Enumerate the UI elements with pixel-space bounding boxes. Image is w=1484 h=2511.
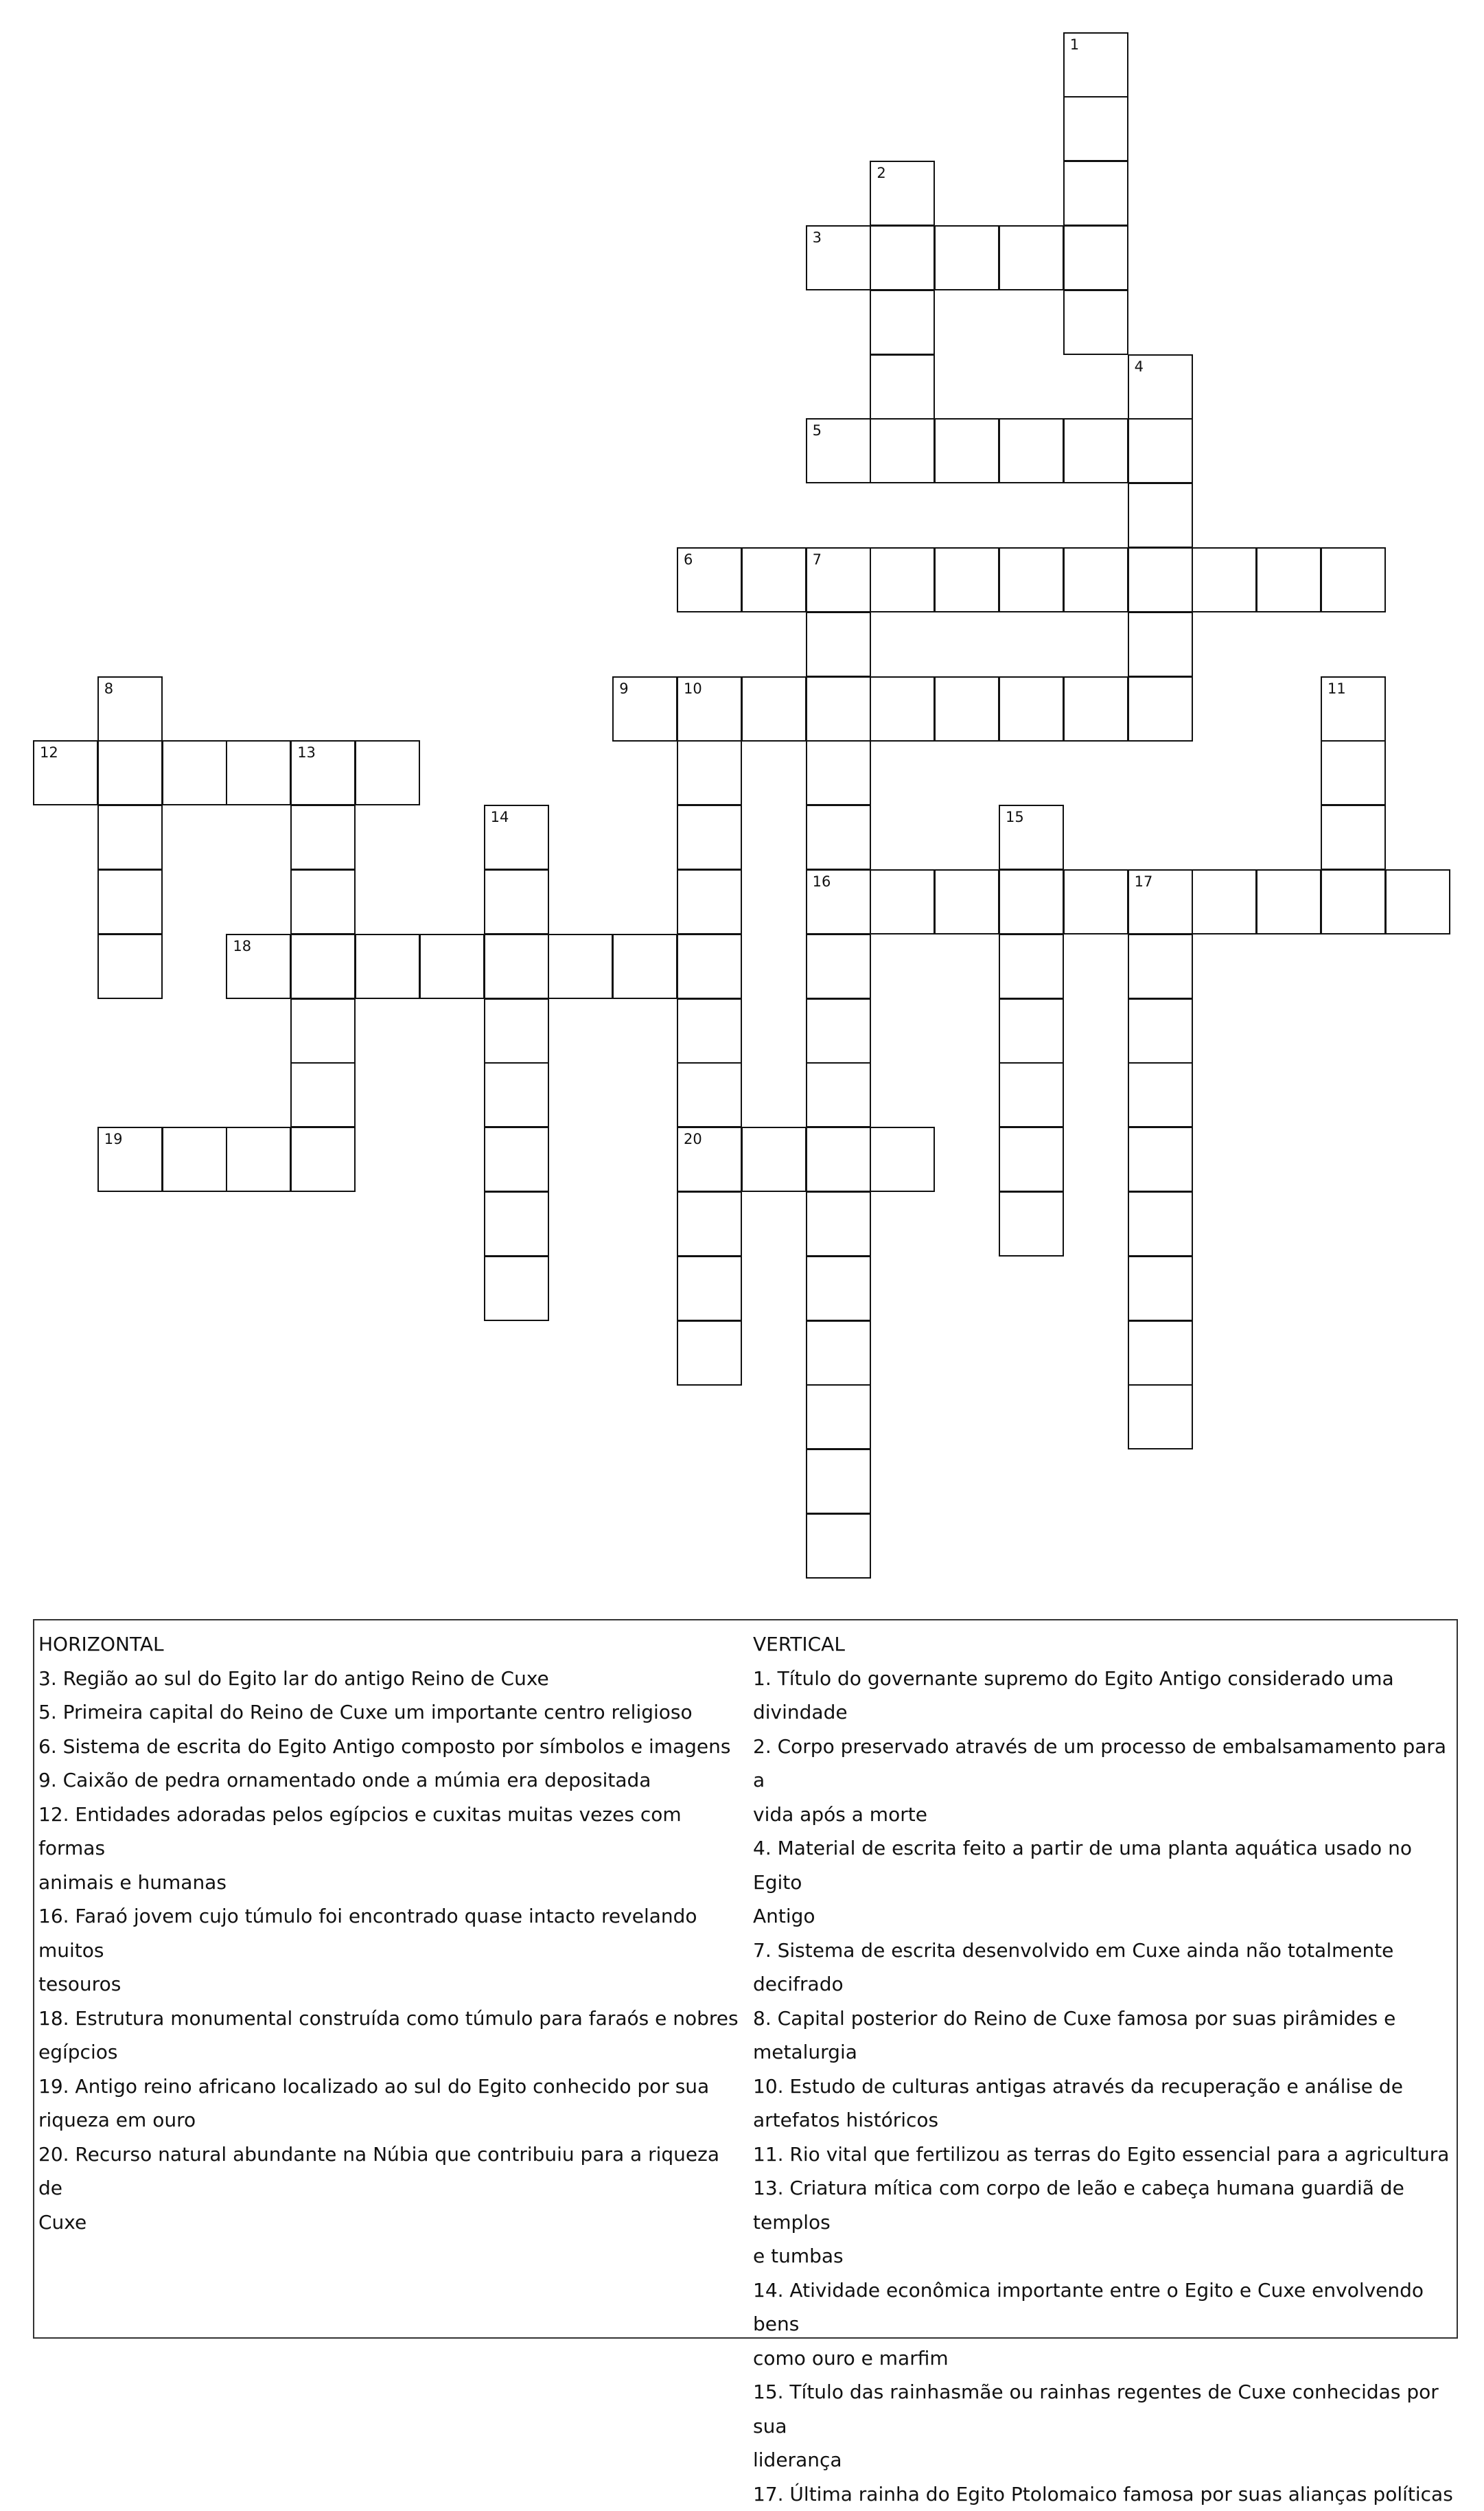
- crossword-cell[interactable]: [806, 1256, 871, 1321]
- clue-line: 2. Corpo preservado através de um processo de embalsamamento para a: [753, 1730, 1453, 1798]
- crossword-cell[interactable]: [1192, 869, 1257, 935]
- crossword-cell[interactable]: [677, 805, 742, 870]
- crossword-cell-11[interactable]: [1321, 676, 1386, 742]
- crossword-cell[interactable]: [484, 934, 549, 999]
- crossword-cell[interactable]: [677, 1256, 742, 1321]
- crossword-cell[interactable]: [290, 869, 356, 935]
- clue-number: 10: [684, 680, 702, 697]
- crossword-cell[interactable]: [934, 418, 999, 483]
- crossword-cell[interactable]: [419, 934, 485, 999]
- crossword-cell[interactable]: [162, 740, 227, 805]
- crossword-cell[interactable]: [97, 934, 163, 999]
- crossword-cell[interactable]: [1063, 225, 1128, 290]
- crossword-cell-15[interactable]: [999, 805, 1064, 870]
- crossword-cell[interactable]: [677, 934, 742, 999]
- crossword-cell-10[interactable]: [677, 676, 742, 742]
- clue-line: 6. Sistema de escrita do Egito Antigo composto por símbolos e imagens: [38, 1730, 739, 1764]
- vertical-clues: [753, 1627, 1453, 2511]
- crossword-cell[interactable]: [484, 1062, 549, 1127]
- crossword-cell-2[interactable]: [870, 161, 935, 226]
- crossword-cell[interactable]: [355, 934, 420, 999]
- crossword-cell-19[interactable]: [97, 1127, 163, 1192]
- crossword-cell-4[interactable]: [1128, 354, 1193, 420]
- crossword-cell[interactable]: [677, 998, 742, 1064]
- crossword-cell[interactable]: [999, 869, 1064, 935]
- crossword-cell[interactable]: [870, 290, 935, 355]
- clue-line: riqueza em ouro: [38, 2103, 739, 2137]
- vertical-heading: VERTICAL: [753, 1627, 1453, 1662]
- clue-line: animais e humanas: [38, 1866, 739, 1900]
- crossword-cell[interactable]: [999, 547, 1064, 612]
- clue-number: 3: [813, 229, 822, 246]
- crossword-cell[interactable]: [1128, 612, 1193, 677]
- clue-number: 18: [233, 938, 251, 954]
- crossword-cell[interactable]: [1256, 869, 1321, 935]
- clue-line: 18. Estrutura monumental construída como túmulo para faraós e nobres: [38, 2002, 739, 2036]
- crossword-cell[interactable]: [870, 225, 935, 290]
- crossword-cell[interactable]: [290, 934, 356, 999]
- clue-line: 13. Criatura mítica com corpo de leão e cabeça humana guardiã de templos: [753, 2171, 1453, 2239]
- crossword-cell[interactable]: [806, 805, 871, 870]
- crossword-cell[interactable]: [806, 1191, 871, 1257]
- clue-line: como ouro e marfim: [753, 2341, 1453, 2376]
- crossword-cell[interactable]: [484, 998, 549, 1064]
- crossword-cell[interactable]: [677, 740, 742, 805]
- crossword-cell[interactable]: [934, 676, 999, 742]
- crossword-cell[interactable]: [999, 1062, 1064, 1127]
- clue-number: 12: [40, 744, 58, 761]
- clue-number: 11: [1328, 680, 1346, 697]
- crossword-cell[interactable]: [870, 676, 935, 742]
- crossword-cell[interactable]: [1128, 934, 1193, 999]
- clue-number: 6: [684, 551, 693, 568]
- crossword-cell[interactable]: [484, 1191, 549, 1257]
- clue-line: 11. Rio vital que fertilizou as terras do Egito essencial para a agricultura: [753, 2137, 1453, 2172]
- crossword-cell[interactable]: [870, 418, 935, 483]
- clue-line: artefatos históricos: [753, 2103, 1453, 2137]
- crossword-cell-1[interactable]: [1063, 32, 1128, 98]
- crossword-cell[interactable]: [1128, 418, 1193, 483]
- crossword-cell[interactable]: [999, 998, 1064, 1064]
- clue-line: e tumbas: [753, 2239, 1453, 2273]
- crossword-cell[interactable]: [999, 676, 1064, 742]
- crossword-cell[interactable]: [1063, 418, 1128, 483]
- crossword-cell[interactable]: [1128, 483, 1193, 548]
- clue-number: 2: [877, 165, 885, 181]
- crossword-cell-8[interactable]: [97, 676, 163, 742]
- clue-line: 20. Recurso natural abundante na Núbia que contribuiu para a riqueza de: [38, 2137, 739, 2205]
- clue-line: Cuxe: [38, 2205, 739, 2240]
- clue-line: 15. Título das rainhasmãe ou rainhas regentes de Cuxe conhecidas por sua: [753, 2375, 1453, 2443]
- crossword-cell-13[interactable]: [290, 740, 356, 805]
- crossword-cell[interactable]: [1321, 805, 1386, 870]
- crossword-cell[interactable]: [1128, 1191, 1193, 1257]
- clue-line: Antigo: [753, 1899, 1453, 1934]
- crossword-cell[interactable]: [1128, 676, 1193, 742]
- clue-number: 8: [104, 680, 113, 697]
- crossword-cell[interactable]: [934, 869, 999, 935]
- crossword-cell[interactable]: [806, 1513, 871, 1579]
- crossword-cell[interactable]: [484, 1127, 549, 1192]
- crossword-cell[interactable]: [806, 1449, 871, 1514]
- crossword-cell[interactable]: [741, 547, 807, 612]
- crossword-cell[interactable]: [677, 1320, 742, 1386]
- crossword-cell-9[interactable]: [612, 676, 677, 742]
- crossword-cell[interactable]: [806, 1384, 871, 1449]
- crossword-cell[interactable]: [1063, 161, 1128, 226]
- crossword-cell[interactable]: [806, 612, 871, 677]
- clue-line: liderança: [753, 2443, 1453, 2477]
- crossword-cell[interactable]: [1128, 1384, 1193, 1449]
- clue-line: 16. Faraó jovem cujo túmulo foi encontrado quase intacto revelando muitos: [38, 1899, 739, 1967]
- crossword-cell[interactable]: [355, 740, 420, 805]
- crossword-cell[interactable]: [870, 354, 935, 420]
- crossword-cell-12[interactable]: [33, 740, 98, 805]
- crossword-cell[interactable]: [484, 869, 549, 935]
- crossword-cell[interactable]: [97, 740, 163, 805]
- clue-number: 4: [1135, 358, 1144, 375]
- crossword-cell[interactable]: [1192, 547, 1257, 612]
- crossword-cell[interactable]: [806, 1320, 871, 1386]
- crossword-cell[interactable]: [97, 805, 163, 870]
- crossword-cell[interactable]: [548, 934, 613, 999]
- clue-number: 20: [684, 1131, 702, 1147]
- clue-line: 8. Capital posterior do Reino de Cuxe famosa por suas pirâmides e: [753, 2002, 1453, 2036]
- crossword-cell-7[interactable]: [806, 547, 871, 612]
- clues-box: [33, 1619, 1458, 2339]
- crossword-cell[interactable]: [677, 1191, 742, 1257]
- crossword-cell-16[interactable]: [806, 869, 871, 935]
- clue-line: vida após a morte: [753, 1798, 1453, 1832]
- clue-number: 5: [813, 422, 822, 439]
- crossword-cell[interactable]: [290, 805, 356, 870]
- clue-line: 3. Região ao sul do Egito lar do antigo Reino de Cuxe: [38, 1662, 739, 1696]
- crossword-cell[interactable]: [1128, 1320, 1193, 1386]
- crossword-cell[interactable]: [1128, 1127, 1193, 1192]
- crossword-cell[interactable]: [1063, 290, 1128, 355]
- crossword-cell[interactable]: [290, 1127, 356, 1192]
- clue-number: 16: [813, 873, 831, 890]
- clue-number: 19: [104, 1131, 123, 1147]
- crossword-cell[interactable]: [870, 547, 935, 612]
- clue-line: 5. Primeira capital do Reino de Cuxe um importante centro religioso: [38, 1695, 739, 1730]
- crossword-cell[interactable]: [806, 740, 871, 805]
- crossword-cell[interactable]: [677, 869, 742, 935]
- crossword-cell[interactable]: [1385, 869, 1450, 935]
- clue-number: 14: [491, 809, 509, 825]
- crossword-cell[interactable]: [1063, 547, 1128, 612]
- clue-line: 7. Sistema de escrita desenvolvido em Cuxe ainda não totalmente decifrado: [753, 1934, 1453, 2002]
- crossword-cell[interactable]: [1128, 998, 1193, 1064]
- crossword-cell[interactable]: [999, 1191, 1064, 1257]
- crossword-cell[interactable]: [290, 998, 356, 1064]
- clue-line: 10. Estudo de culturas antigas através da recuperação e análise de: [753, 2069, 1453, 2104]
- crossword-cell[interactable]: [806, 934, 871, 999]
- crossword-cell[interactable]: [1321, 740, 1386, 805]
- clue-number: 13: [297, 744, 316, 761]
- crossword-cell[interactable]: [1128, 1256, 1193, 1321]
- crossword-cell-6[interactable]: [677, 547, 742, 612]
- crossword-cell[interactable]: [870, 869, 935, 935]
- clue-line: 14. Atividade econômica importante entre o Egito e Cuxe envolvendo bens: [753, 2273, 1453, 2341]
- clue-number: 7: [813, 551, 822, 568]
- crossword-cell[interactable]: [999, 418, 1064, 483]
- clue-line: 19. Antigo reino africano localizado ao sul do Egito conhecido por sua: [38, 2069, 739, 2104]
- crossword-cell[interactable]: [612, 934, 677, 999]
- clue-number: 17: [1135, 873, 1153, 890]
- crossword-cell[interactable]: [226, 740, 291, 805]
- crossword-cell[interactable]: [934, 547, 999, 612]
- crossword-cell[interactable]: [1128, 1062, 1193, 1127]
- crossword-cell[interactable]: [1321, 869, 1386, 935]
- crossword-cell-17[interactable]: [1128, 869, 1193, 935]
- crossword-cell[interactable]: [1063, 869, 1128, 935]
- crossword-cell-18[interactable]: [226, 934, 291, 999]
- crossword-cell[interactable]: [741, 676, 807, 742]
- clue-number: 9: [619, 680, 628, 697]
- crossword-cell[interactable]: [1128, 547, 1193, 612]
- crossword-cell[interactable]: [999, 934, 1064, 999]
- clue-line: 9. Caixão de pedra ornamentado onde a múmia era depositada: [38, 1763, 739, 1798]
- crossword-cell[interactable]: [162, 1127, 227, 1192]
- clue-line: tesouros: [38, 1967, 739, 2002]
- crossword-cell-14[interactable]: [484, 805, 549, 870]
- crossword-cell[interactable]: [934, 225, 999, 290]
- clue-number: 1: [1070, 36, 1079, 53]
- crossword-cell-3[interactable]: [806, 225, 871, 290]
- clue-line: metalurgia: [753, 2035, 1453, 2069]
- horizontal-heading: HORIZONTAL: [38, 1627, 739, 1662]
- crossword-cell[interactable]: [290, 1062, 356, 1127]
- crossword-cell[interactable]: [1063, 96, 1128, 161]
- crossword-cell[interactable]: [806, 998, 871, 1064]
- crossword-cell-20[interactable]: [677, 1127, 742, 1192]
- crossword-cell[interactable]: [806, 676, 871, 742]
- crossword-cell[interactable]: [1063, 676, 1128, 742]
- clue-line: egípcios: [38, 2035, 739, 2069]
- crossword-cell[interactable]: [870, 1127, 935, 1192]
- clue-line: 1. Título do governante supremo do Egito Antigo considerado uma: [753, 1662, 1453, 1696]
- crossword-cell[interactable]: [677, 1062, 742, 1127]
- crossword-cell[interactable]: [484, 1256, 549, 1321]
- clue-line: 4. Material de escrita feito a partir de uma planta aquática usado no Egito: [753, 1831, 1453, 1899]
- crossword-cell[interactable]: [806, 1127, 871, 1192]
- crossword-cell[interactable]: [999, 225, 1064, 290]
- crossword-cell[interactable]: [1256, 547, 1321, 612]
- clue-line: 17. Última rainha do Egito Ptolomaico famosa por suas alianças políticas: [753, 2477, 1453, 2511]
- horizontal-clues: [38, 1627, 739, 2239]
- crossword-cell[interactable]: [1321, 547, 1386, 612]
- crossword-cell[interactable]: [97, 869, 163, 935]
- crossword-cell[interactable]: [741, 1127, 807, 1192]
- clue-number: 15: [1006, 809, 1024, 825]
- crossword-cell[interactable]: [226, 1127, 291, 1192]
- clue-line: divindade: [753, 1695, 1453, 1730]
- crossword-cell[interactable]: [999, 1127, 1064, 1192]
- crossword-cell[interactable]: [806, 1062, 871, 1127]
- clue-line: 12. Entidades adoradas pelos egípcios e cuxitas muitas vezes com formas: [38, 1798, 739, 1866]
- crossword-cell-5[interactable]: [806, 418, 871, 483]
